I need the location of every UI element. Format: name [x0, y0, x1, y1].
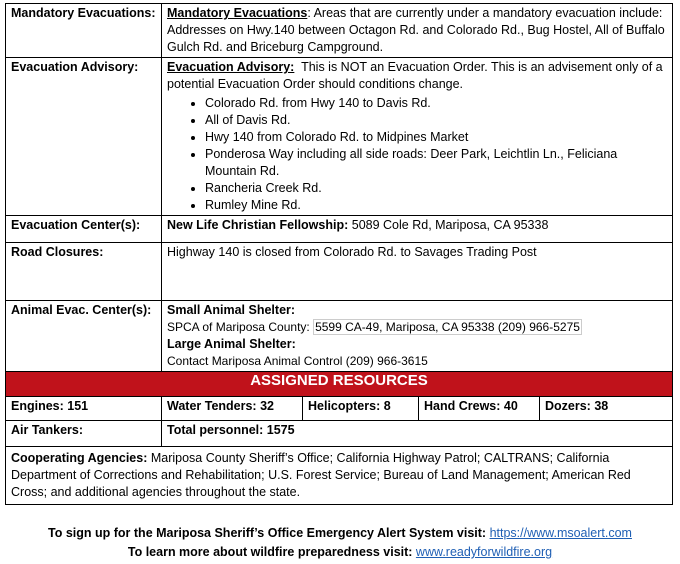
air-tankers-cell: Air Tankers:: [6, 421, 162, 447]
footer-line2: To learn more about wildfire preparedness visit:: [127, 545, 416, 559]
advisory-label: Evacuation Advisory:: [6, 58, 162, 216]
footer: [0, 524, 680, 562]
advisory-list: [167, 95, 667, 214]
cooperating-cell: [6, 447, 673, 505]
small-shelter-heading: Small Animal Shelter:: [167, 303, 296, 317]
hand-crews-cell: Hand Crews: 40: [419, 397, 540, 421]
mandatory-content: [162, 4, 673, 58]
list-item: • Colorado Rd. from Hwy 140 to Davis Rd.: [205, 95, 667, 112]
road-content: Highway 140 is closed from Colorado Rd. to Savages Trading Post: [162, 243, 673, 301]
personnel-cell: Total personnel: 1575: [162, 421, 673, 447]
engines-cell: Engines: 151: [6, 397, 162, 421]
small-shelter-address: 5599 CA-49, Mariposa, CA 95338 (209) 966-5275: [315, 320, 580, 334]
center-content: [162, 216, 673, 243]
list-item: • Ponderosa Way including all side roads: Deer Park, Leichtlin Ln., Feliciana Mountain Rd.: [205, 146, 667, 180]
center-address: 5089 Cole Rd, Mariposa, CA 95338: [348, 218, 549, 232]
road-label: Road Closures:: [6, 243, 162, 301]
large-shelter-heading: Large Animal Shelter:: [167, 337, 296, 351]
mandatory-label: Mandatory Evacuations:: [6, 4, 162, 58]
resources-banner: ASSIGNED RESOURCES: [6, 372, 673, 397]
water-tenders-cell: Water Tenders: 32: [162, 397, 303, 421]
animal-label: Animal Evac. Center(s):: [6, 301, 162, 372]
cooperating-label: Cooperating Agencies:: [11, 451, 148, 465]
readyforwildfire-link[interactable]: www.readyforwildfire.org: [415, 545, 553, 559]
list-item: • All of Davis Rd.: [205, 112, 667, 129]
helicopters-cell: Helicopters: 8: [303, 397, 419, 421]
small-shelter-name: SPCA of Mariposa County:: [167, 320, 310, 334]
advisory-text: This is NOT an Evacuation Order. This is an advisement only of a potential Evacuation Order should conditions change.: [167, 60, 667, 91]
advisory-heading: Evacuation Advisory:: [167, 60, 295, 74]
list-item: • Hwy 140 from Colorado Rd. to Midpines Market: [205, 129, 667, 146]
incident-table: [5, 3, 673, 505]
advisory-content: [162, 58, 673, 216]
center-name: New Life Christian Fellowship:: [167, 218, 349, 232]
animal-content: [162, 301, 673, 372]
dozers-cell: Dozers: 38: [540, 397, 673, 421]
mandatory-text: : Areas that are currently under a mandatory evacuation include: Addresses on Hwy.140 between Octagon Rd. and Colorado Rd., Bug Hostel, All of Buffalo Gulch Rd. and Briceburg Campground.: [167, 6, 665, 54]
center-label: Evacuation Center(s):: [6, 216, 162, 243]
footer-line1: To sign up for the Mariposa Sheriff’s Office Emergency Alert System visit:: [48, 526, 490, 540]
large-shelter-text: Contact Mariposa Animal Control (209) 966-3615: [167, 354, 428, 368]
mandatory-heading: Mandatory Evacuations: [167, 6, 308, 20]
cooperating-text: Mariposa County Sheriff’s Office; California Highway Patrol; CALTRANS; California Department of Corrections and Rehabilitation; U.S. Forest Service; Bureau of Land Management; American Red Cross; and additional agencies throughout the state.: [11, 451, 631, 499]
list-item: • Rumley Mine Rd.: [205, 197, 667, 214]
msoalert-link[interactable]: https://www.msoalert.com: [489, 526, 632, 540]
list-item: • Rancheria Creek Rd.: [205, 180, 667, 197]
